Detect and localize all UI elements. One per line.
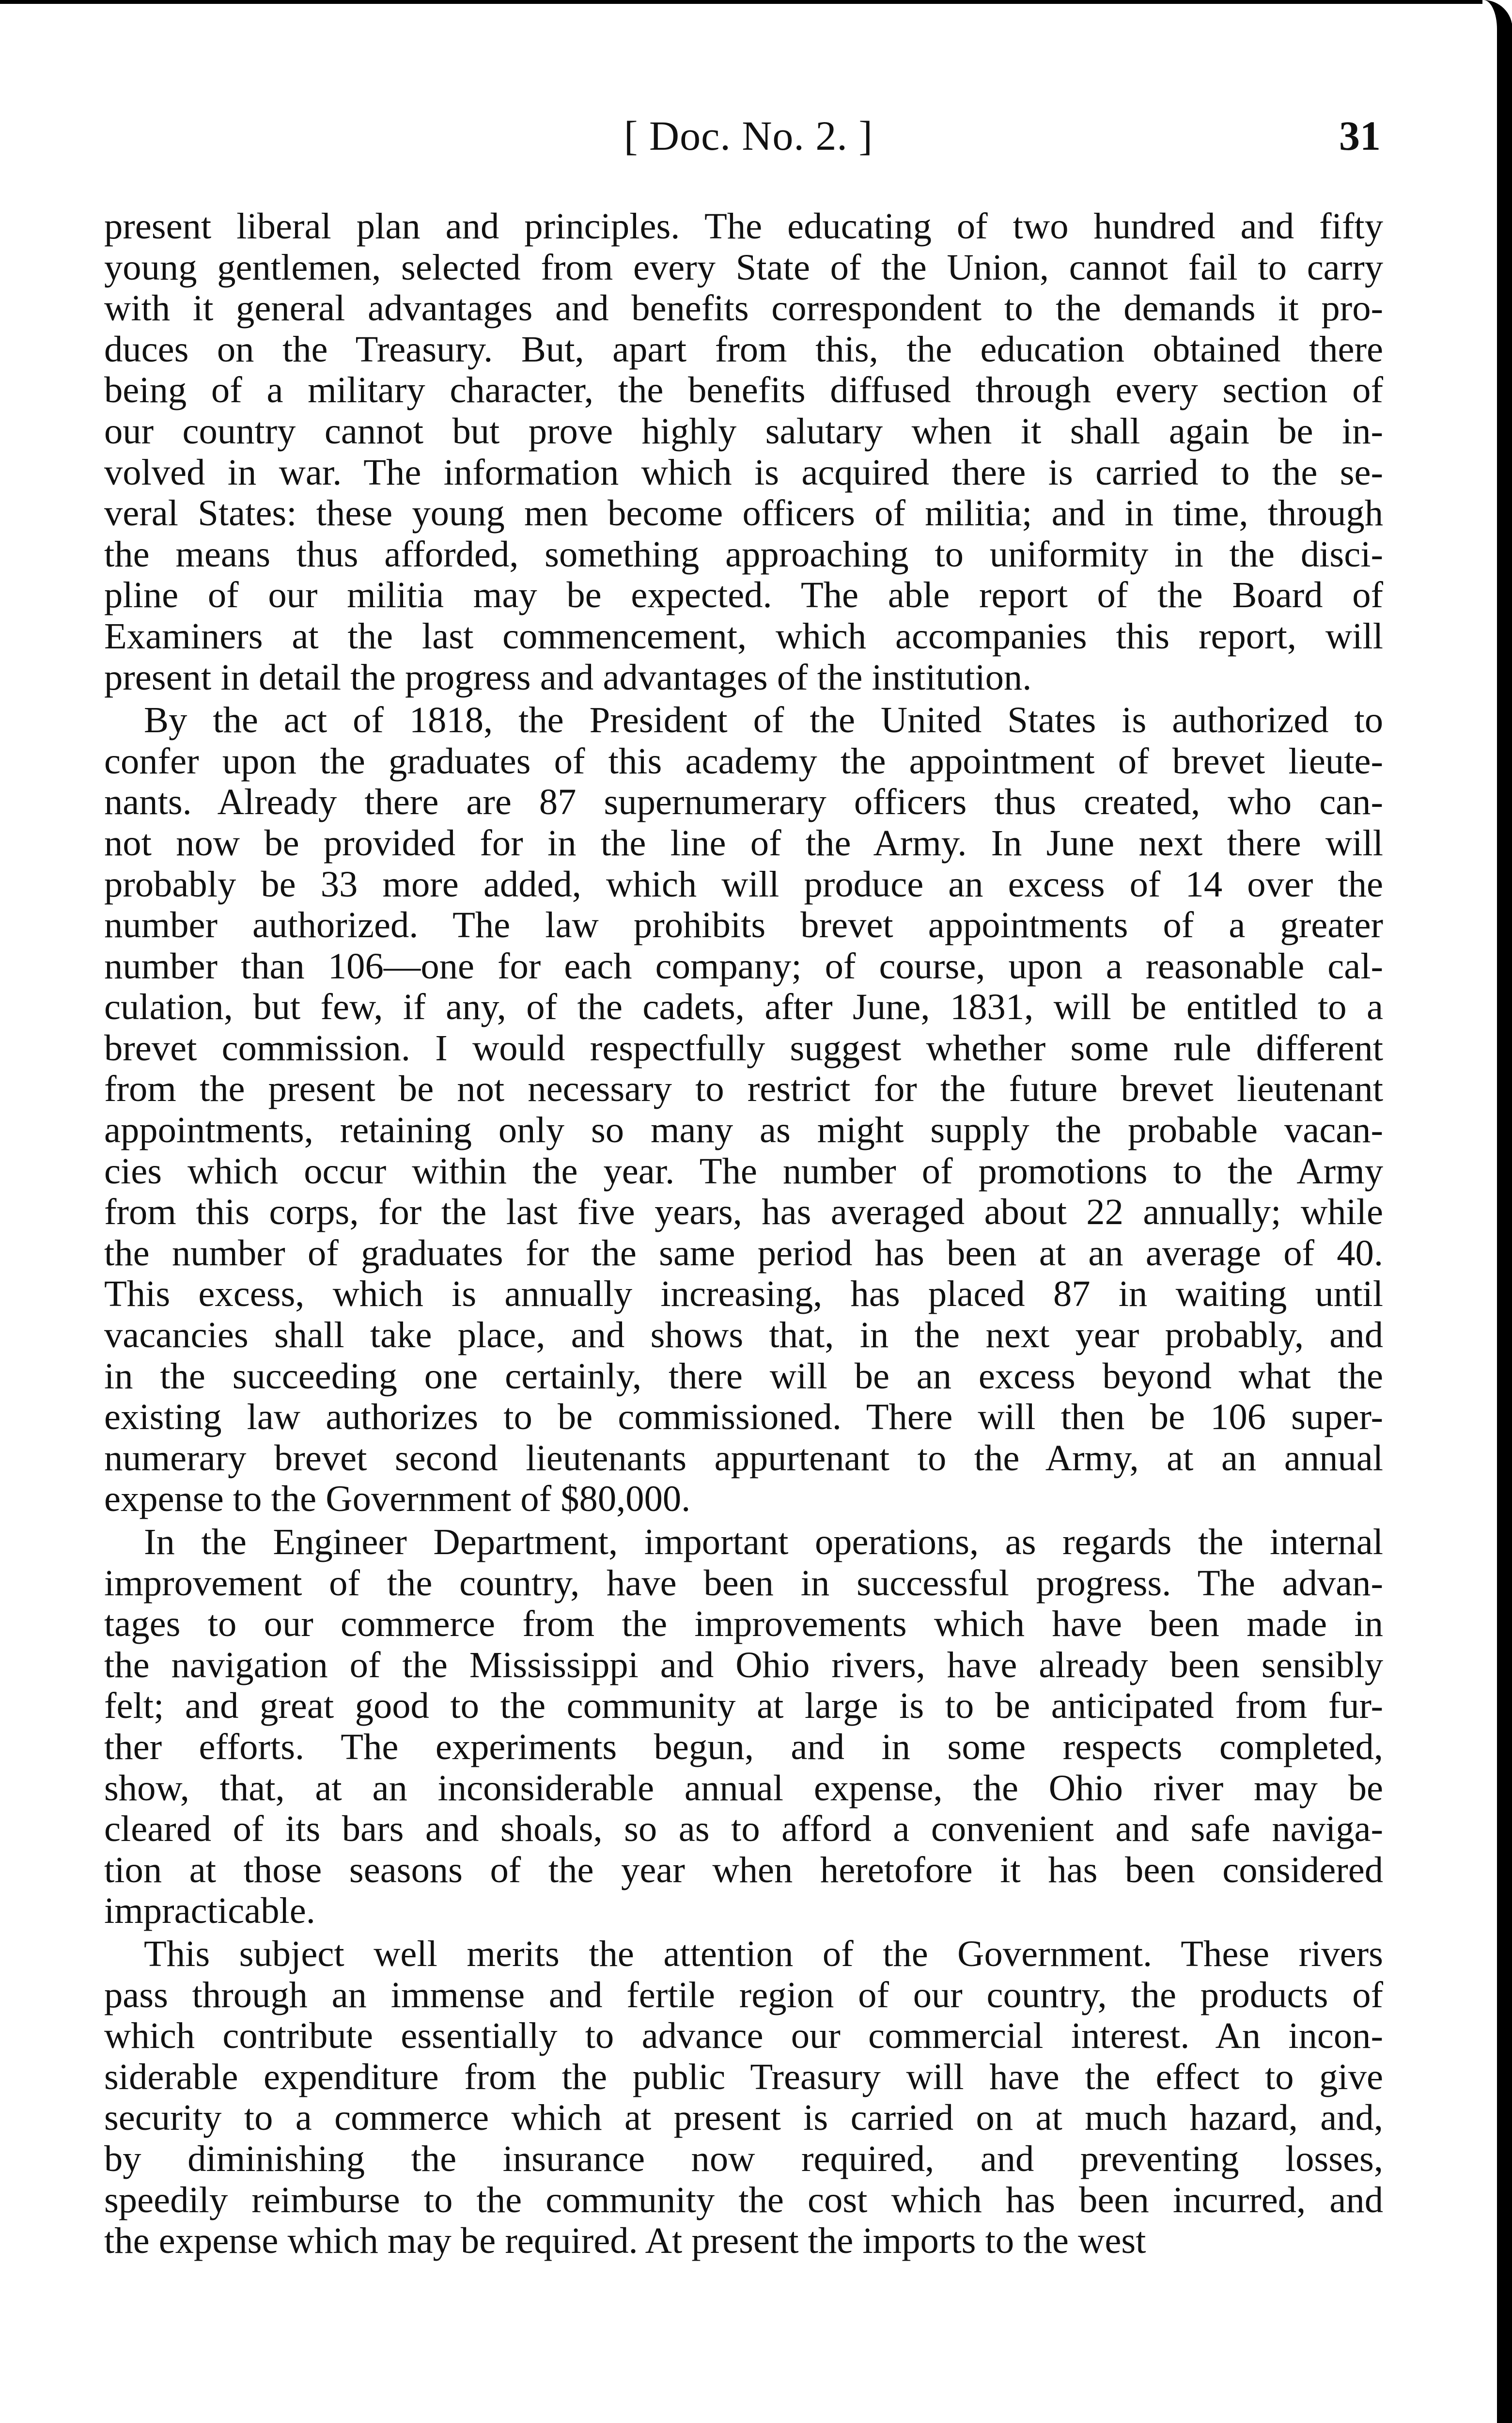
text-line: the navigation of the Mississippi and Ohio rivers, have already been sensibly	[104, 1644, 1383, 1685]
text-line: the expense which may be required. At present the imports to the west	[104, 2220, 1146, 2262]
text-line: appointments, retaining only so many as might supply the probable vacan-	[104, 1109, 1383, 1151]
text-line: tages to our commerce from the improvements which have been made in	[104, 1603, 1383, 1645]
text-line: confer upon the graduates of this academy the appointment of brevet lieute-	[104, 740, 1383, 782]
text-line: cies which occur within the year. The number of promotions to the Army	[104, 1150, 1383, 1192]
text-line: number than 106—one for each company; of course, upon a reasonable cal-	[104, 945, 1383, 987]
paragraph-rivers-commerce	[104, 1934, 1383, 2262]
text-line: siderable expenditure from the public Treasury will have the effect to give	[104, 2056, 1383, 2097]
text-line: tion at those seasons of the year when heretofore it has been considered	[104, 1849, 1383, 1890]
text-line: not now be provided for in the line of the Army. In June next there will	[104, 822, 1383, 864]
text-line: from the present be not necessary to restrict for the future brevet lieutenant	[104, 1068, 1383, 1110]
text-line: probably be 33 more added, which will produce an excess of 14 over the	[104, 863, 1383, 905]
text-line: number authorized. The law prohibits brevet appointments of a greater	[104, 904, 1383, 946]
page-edge-mark	[1497, 1202, 1504, 1229]
text-line: pass through an immense and fertile region of our country, the products of	[104, 1974, 1383, 2015]
text-line: cleared of its bars and shoals, so as to afford a convenient and safe naviga-	[104, 1808, 1383, 1850]
body-text	[104, 206, 1383, 2262]
text-line: present liberal plan and principles. The educating of two hundred and fifty	[104, 205, 1383, 247]
text-line: security to a commerce which at present is carried on at much hazard, and,	[104, 2097, 1383, 2139]
text-line: By the act of 1818, the President of the United States is authorized to	[144, 699, 1383, 741]
text-line: numerary brevet second lieutenants appurtenant to the Army, at an annual	[104, 1437, 1383, 1479]
text-line: expense to the Government of $80,000.	[104, 1478, 691, 1520]
text-line: nants. Already there are 87 supernumerary officers thus created, who can-	[104, 781, 1383, 823]
paragraph-brevet-appointments	[104, 700, 1383, 1520]
text-line: by diminishing the insurance now required, and preventing losses,	[104, 2138, 1383, 2179]
text-line: speedily reimburse to the community the cost which has been incurred, and	[104, 2179, 1383, 2220]
text-line: with it general advantages and benefits correspondent to the demands it pro-	[104, 287, 1383, 329]
text-line: show, that, at an inconsiderable annual expense, the Ohio river may be	[104, 1767, 1383, 1809]
text-line: existing law authorizes to be commissioned. There will then be 106 super-	[104, 1396, 1383, 1438]
text-line: improvement of the country, have been in successful progress. The advan-	[104, 1562, 1383, 1604]
text-line: volved in war. The information which is acquired there is carried to the se-	[104, 451, 1383, 493]
text-line: young gentlemen, selected from every State of the Union, cannot fail to carry	[104, 246, 1383, 288]
text-line: from this corps, for the last five years, has averaged about 22 annually; while	[104, 1191, 1383, 1233]
text-line: being of a military character, the benefits diffused through every section of	[104, 369, 1383, 411]
text-line: the number of graduates for the same period has been at an average of 40.	[104, 1232, 1383, 1274]
text-line: our country cannot but prove highly salutary when it shall again be in-	[104, 410, 1383, 452]
text-line: in the succeeding one certainly, there will be an excess beyond what the	[104, 1355, 1383, 1397]
text-line: This excess, which is annually increasing, has placed 87 in waiting until	[104, 1273, 1383, 1315]
text-line: duces on the Treasury. But, apart from this, the education obtained there	[104, 328, 1383, 370]
text-line: which contribute essentially to advance our commercial interest. An incon-	[104, 2015, 1383, 2057]
document-number: [ Doc. No. 2. ]	[624, 112, 873, 159]
text-line: culation, but few, if any, of the cadets, after June, 1831, will be entitled to a	[104, 986, 1383, 1028]
text-line: impracticable.	[104, 1890, 315, 1932]
text-line: Examiners at the last commencement, which accompanies this report, will	[104, 615, 1383, 657]
paragraph-military-academy	[104, 206, 1383, 698]
text-line: the means thus afforded, something approaching to uniformity in the disci-	[104, 533, 1383, 575]
paragraph-engineer-department	[104, 1522, 1383, 1932]
running-header	[102, 111, 1395, 160]
text-line: vacancies shall take place, and shows that, in the next year probably, and	[104, 1314, 1383, 1356]
page-number: 31	[1339, 112, 1381, 159]
page-top-edge	[0, 0, 1482, 4]
text-line: present in detail the progress and advantages of the institution.	[104, 656, 1032, 698]
text-line: pline of our militia may be expected. The able report of the Board of	[104, 574, 1383, 616]
text-line: In the Engineer Department, important operations, as regards the internal	[144, 1521, 1383, 1562]
text-line: brevet commission. I would respectfully suggest whether some rule different	[104, 1027, 1383, 1069]
text-line: veral States: these young men become officers of militia; and in time, through	[104, 492, 1383, 534]
text-line: felt; and great good to the community at large is to be anticipated from fur-	[104, 1685, 1383, 1727]
text-line: This subject well merits the attention of the Government. These rivers	[144, 1933, 1383, 1974]
text-line: ther efforts. The experiments begun, and in some respects completed,	[104, 1726, 1383, 1767]
